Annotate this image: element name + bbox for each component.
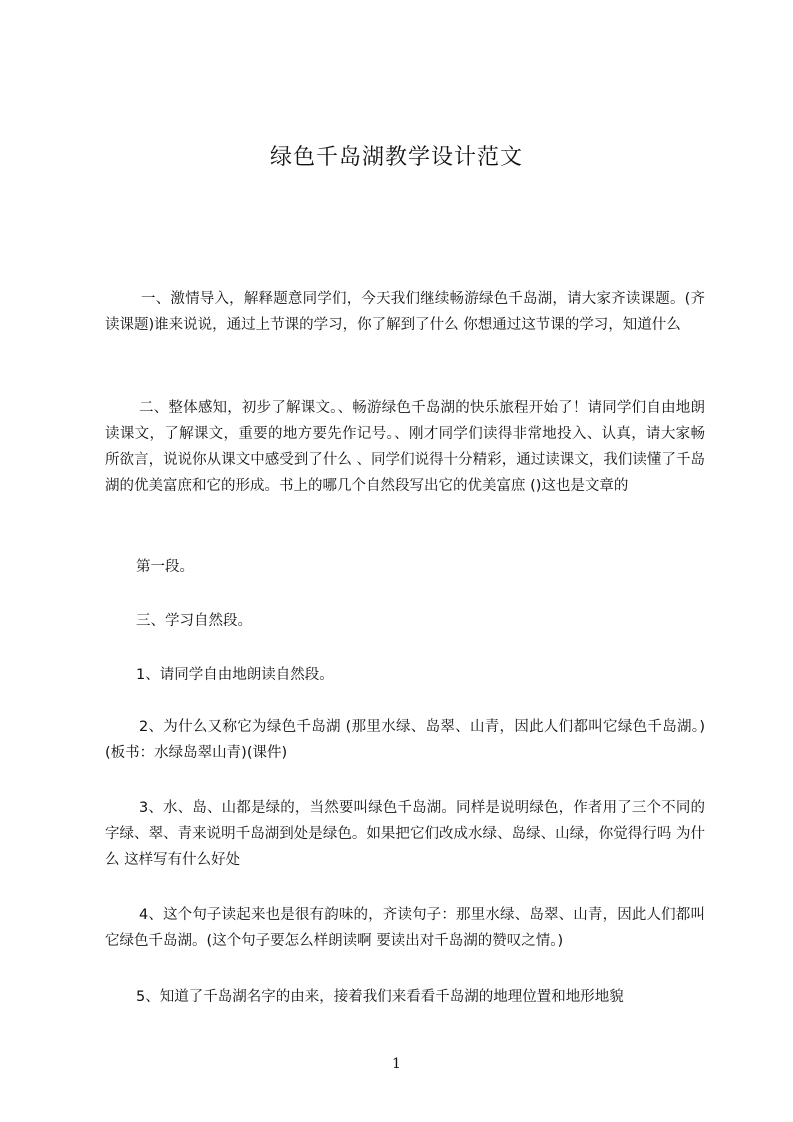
paragraph-item-3: 3、水、岛、山都是绿的，当然要叫绿色千岛湖。同样是说明绿色，作者用了三个不同的字绿、翠、青来说明千岛湖到处是绿色。如果把它们改成水绿、岛绿、山绿，你觉得行吗 为什么 这样写有什么好处 [105, 800, 705, 868]
paragraph-overview: 二、整体感知，初步了解课文。、畅游绿色千岛湖的快乐旅程开始了！请同学们自由地朗读课文，了解课文，重要的地方要先作记号。、刚才同学们读得非常地投入、认真，请大家畅所欲言，说说你从课文中感受到了什么 、同学们说得十分精彩，通过读课文，我们读懂了千岛湖的优美富庶和它的形成。书上的哪几个自然段写出它的优美富庶 ()这也是文章的 [105, 400, 705, 494]
paragraph-item-4: 4、这个句子读起来也是很有韵味的，齐读句子：那里水绿、岛翠、山青，因此人们都叫它绿色千岛湖。(这个句子要怎么样朗读啊 要读出对千岛湖的赞叹之情。) [105, 907, 705, 949]
paragraph-first-section: 第一段。 [136, 559, 194, 575]
page-number: 1 [392, 1056, 401, 1072]
paragraph-item-2: 2、为什么又称它为绿色千岛湖 (那里水绿、岛翠、山青，因此人们都叫它绿色千岛湖。)(板书：水绿岛翠山青)(课件) [105, 719, 705, 761]
paragraph-item-5: 5、知道了千岛湖名字的由来，接着我们来看看千岛湖的地理位置和地形地貌 [136, 989, 624, 1005]
paragraph-section-three: 三、学习自然段。 [136, 613, 252, 629]
paragraph-item-1: 1、请同学自由地朗读自然段。 [136, 667, 334, 683]
paragraph-intro: 一、激情导入，解释题意同学们，今天我们继续畅游绿色千岛湖，请大家齐读课题。(齐读课题)谁来说说，通过上节课的学习，你了解到了什么 你想通过这节课的学习，知道什么 [105, 291, 705, 333]
document-title: 绿色千岛湖教学设计范文 [269, 145, 523, 170]
